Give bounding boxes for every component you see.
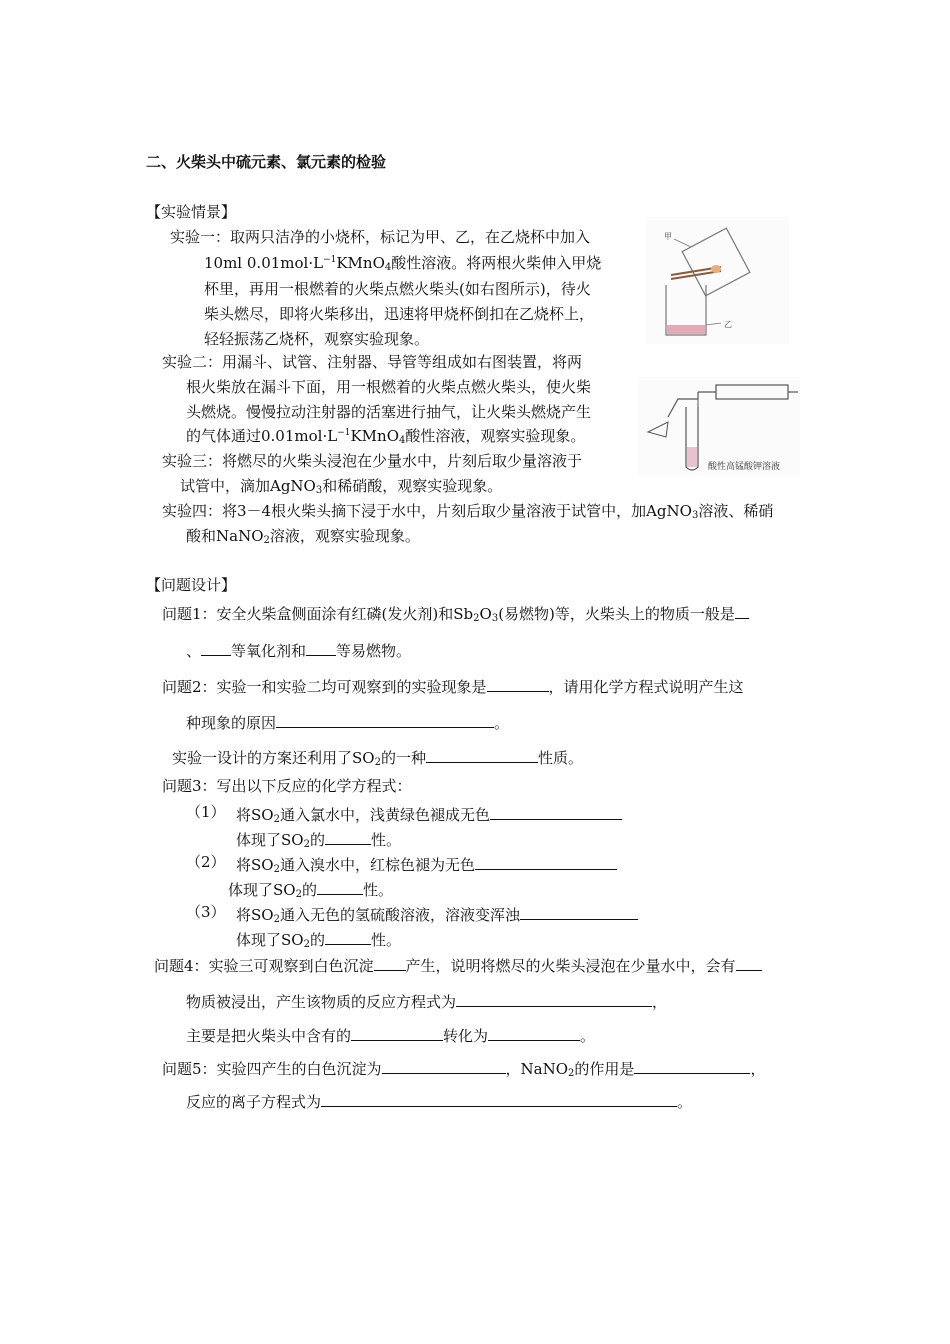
q4-line2: 物质被浸出，产生该物质的反应方程式为 ， bbox=[186, 993, 668, 1011]
q4-line3: 主要是把火柴头中含有的 转化为 。 bbox=[186, 1027, 596, 1045]
figure-apparatus bbox=[638, 377, 800, 475]
exp4-line1: 实验四：将3－4根火柴头摘下浸于水中，片刻后取少量溶液于试管中，加AgNO$_3$溶液、稀硝 bbox=[162, 502, 774, 521]
q5-blank3[interactable] bbox=[321, 1092, 677, 1107]
q3-blank3[interactable] bbox=[475, 855, 617, 870]
q3-blank1[interactable] bbox=[490, 805, 622, 820]
exp3-line2: 试管中，滴加AgNO$_3$和稀硝酸，观察实验现象。 bbox=[180, 477, 503, 496]
q3-blank5[interactable] bbox=[520, 905, 638, 920]
q2-blank3[interactable] bbox=[426, 748, 538, 763]
exp3-line1: 实验三：将燃尽的火柴头浸泡在少量水中，片刻后取少量溶液于 bbox=[162, 452, 583, 470]
q3-reaction2: 将$SO_2$通入溴水中，红棕色褪为无色 bbox=[236, 855, 617, 875]
problem-header: 【问题设计】 bbox=[146, 576, 237, 594]
figure-beakers bbox=[646, 217, 789, 344]
q4-line1: 问题4：实验三可观察到白色沉淀 产生，说明将燃尽的火柴头浸泡在少量水中，会有 bbox=[154, 956, 762, 974]
q1-line1: 问题1：安全火柴盒侧面涂有红磷(发火剂)和$Sb_2O_3$(易燃物)等，火柴头上的物质一般是 bbox=[162, 604, 749, 624]
section-title: 二、火柴头中硫元素、氯元素的检验 bbox=[146, 153, 387, 171]
q2-line1: 问题2：实验一和实验二均可观察到的实验现象是 ，请用化学方程式说明产生这 bbox=[162, 678, 744, 696]
q3-num3: （3） bbox=[186, 903, 226, 921]
q1-blank2[interactable] bbox=[201, 641, 231, 656]
exp2-line3: 头燃烧。慢慢拉动注射器的活塞进行抽气，让火柴头燃烧产生 bbox=[186, 403, 592, 421]
q2-blank2[interactable] bbox=[276, 713, 494, 728]
q2-blank1[interactable] bbox=[487, 677, 549, 692]
q4-blank5[interactable] bbox=[488, 1026, 580, 1041]
q3-trait3: 体现了$SO_2$的 性。 bbox=[236, 931, 401, 950]
q4-blank4[interactable] bbox=[351, 1026, 443, 1041]
fig2-caption: 酸性高锰酸钾溶液 bbox=[708, 462, 781, 472]
q3-num2: （2） bbox=[186, 853, 226, 871]
q3-trait2: 体现了$SO_2$的 性。 bbox=[228, 881, 393, 900]
label-yi: 乙 bbox=[724, 320, 732, 329]
exp1-line3: 杯里，再用一根燃着的火柴点燃火柴头(如右图所示)，待火 bbox=[204, 280, 591, 298]
exp1-line1: 实验一：取两只洁净的小烧杯，标记为甲、乙，在乙烧杯中加入 bbox=[170, 228, 591, 246]
scene-header: 【实验情景】 bbox=[146, 203, 237, 221]
exp1-line4: 柴头燃尽，即将火柴移出，迅速将甲烧杯倒扣在乙烧杯上， bbox=[204, 305, 595, 323]
q1-blank1[interactable] bbox=[735, 604, 749, 619]
exp4-line2: 酸和NaNO$_2$溶液，观察实验现象。 bbox=[186, 527, 420, 546]
q1-blank3[interactable] bbox=[306, 641, 336, 656]
q1-line2: 、 等氧化剂和 等易燃物。 bbox=[186, 642, 412, 660]
exp1-line2: 10ml $0.01mol\cdot L^{-1}KMnO_4$酸性溶液。将两根火柴伸入甲烧 bbox=[204, 254, 602, 273]
q3-reaction3: 将$SO_2$通入无色的氢硫酸溶液，溶液变浑浊 bbox=[236, 905, 638, 925]
q3-blank4[interactable] bbox=[317, 880, 363, 895]
q3-header: 问题3：写出以下反应的化学方程式： bbox=[162, 777, 412, 795]
exp2-line2: 根火柴放在漏斗下面，用一根燃着的火柴点燃火柴头，使火柴 bbox=[186, 378, 592, 396]
exp2-line1: 实验二：用漏斗、试管、注射器、导管等组成如右图装置，将两 bbox=[162, 353, 583, 371]
q2-line3: 实验一设计的方案还利用了$SO_2$的一种 性质。 bbox=[172, 749, 583, 768]
q4-blank2[interactable] bbox=[736, 956, 762, 971]
q5-line1: 问题5：实验四产生的白色沉淀为 ，NaNO$_2$的作用是 ， bbox=[162, 1060, 766, 1079]
exp2-line4: 的气体通过$0.01mol\cdot L^{-1}KMnO_4$酸性溶液，观察实验现象。 bbox=[186, 427, 586, 446]
q3-blank6[interactable] bbox=[325, 930, 371, 945]
q3-trait1: 体现了$SO_2$的 性。 bbox=[236, 831, 401, 850]
q4-blank3[interactable] bbox=[456, 992, 652, 1007]
q5-line2: 反应的离子方程式为 。 bbox=[186, 1093, 693, 1111]
q5-blank1[interactable] bbox=[382, 1059, 506, 1074]
q2-line2: 种现象的原因 。 bbox=[186, 714, 510, 732]
q3-reaction1: 将$SO_2$通入氯水中，浅黄绿色褪成无色 bbox=[236, 805, 622, 825]
exp1-line5: 轻轻振荡乙烧杯，观察实验现象。 bbox=[204, 330, 430, 348]
q5-blank2[interactable] bbox=[634, 1059, 750, 1074]
q4-blank1[interactable] bbox=[374, 956, 406, 971]
q3-num1: （1） bbox=[186, 803, 226, 821]
q3-blank2[interactable] bbox=[325, 830, 371, 845]
label-jia: 甲 bbox=[664, 232, 672, 241]
